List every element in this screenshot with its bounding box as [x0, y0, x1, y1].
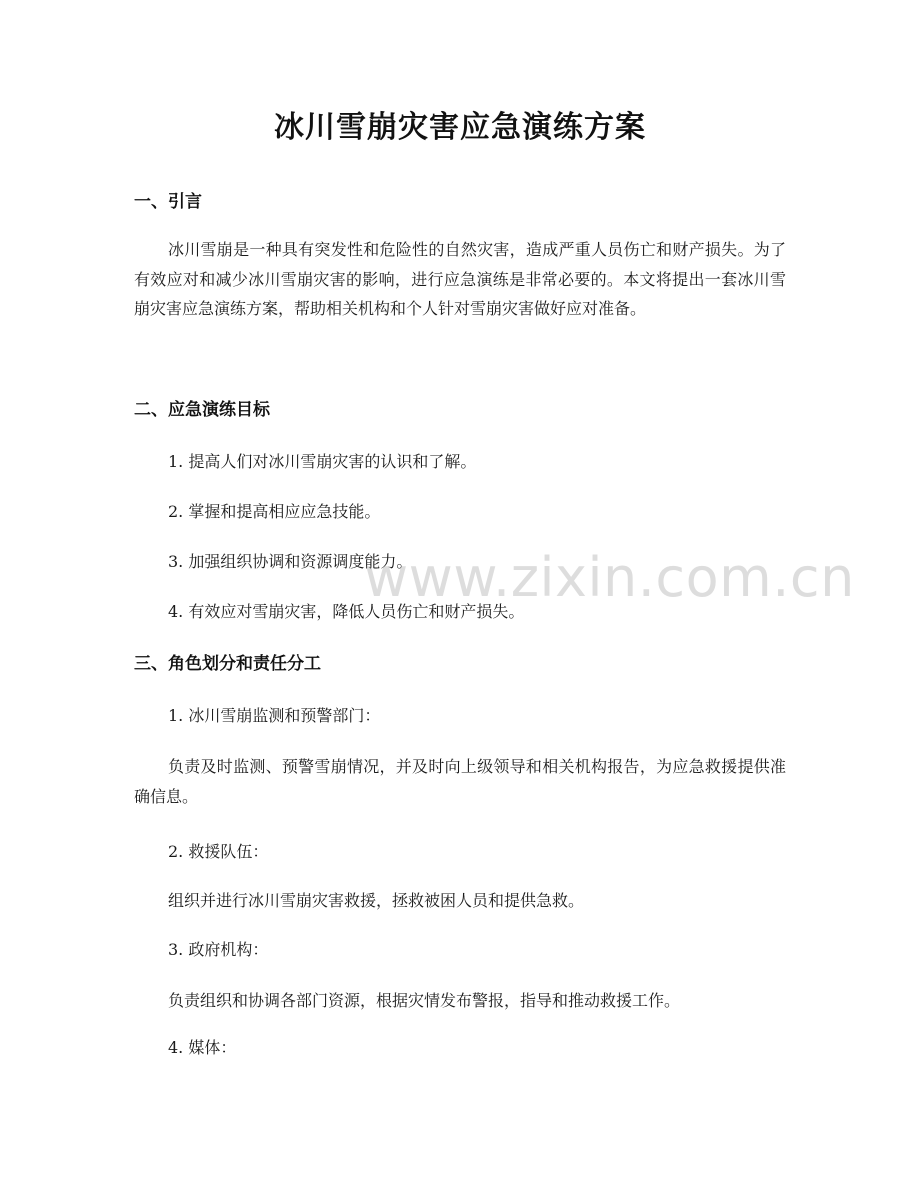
role-label-media: 4. 媒体：: [168, 1038, 237, 1057]
document-title: 冰川雪崩灾害应急演练方案: [274, 110, 646, 145]
role-desc-monitoring: 负责及时监测、预警雪崩情况，并及时向上级领导和相关机构报告，为应急救援提供准确信息。: [134, 757, 786, 806]
intro-paragraph: 冰川雪崩是一种具有突发性和危险性的自然灾害，造成严重人员伤亡和财产损失。为了有效应对和减少冰川雪崩灾害的影响，进行应急演练是非常必要的。本文将提出一套冰川雪崩灾害应急演练方案，帮助相关机构和个人针对雪崩灾害做好应对准备。: [134, 240, 786, 318]
goal-item-3: 3. 加强组织协调和资源调度能力。: [168, 552, 413, 571]
role-desc-government: 负责组织和协调各部门资源，根据灾情发布警报，指导和推动救援工作。: [168, 991, 681, 1010]
section-heading-goals: 二、应急演练目标: [134, 400, 270, 420]
role-desc-rescue: 组织并进行冰川雪崩灾害救援，拯救被困人员和提供急救。: [168, 891, 585, 910]
goal-item-2: 2. 掌握和提高相应应急技能。: [168, 502, 381, 521]
role-label-government: 3. 政府机构：: [168, 940, 269, 959]
section-heading-roles: 三、角色划分和责任分工: [134, 654, 321, 674]
section-heading-intro: 一、引言: [134, 192, 202, 212]
watermark: www.zixin.com.cn: [364, 546, 855, 609]
role-label-rescue: 2. 救援队伍：: [168, 842, 269, 861]
goal-item-1: 1. 提高人们对冰川雪崩灾害的认识和了解。: [168, 452, 477, 471]
role-label-monitoring: 1. 冰川雪崩监测和预警部门：: [168, 706, 381, 725]
goal-item-4: 4. 有效应对雪崩灾害，降低人员伤亡和财产损失。: [168, 602, 525, 621]
